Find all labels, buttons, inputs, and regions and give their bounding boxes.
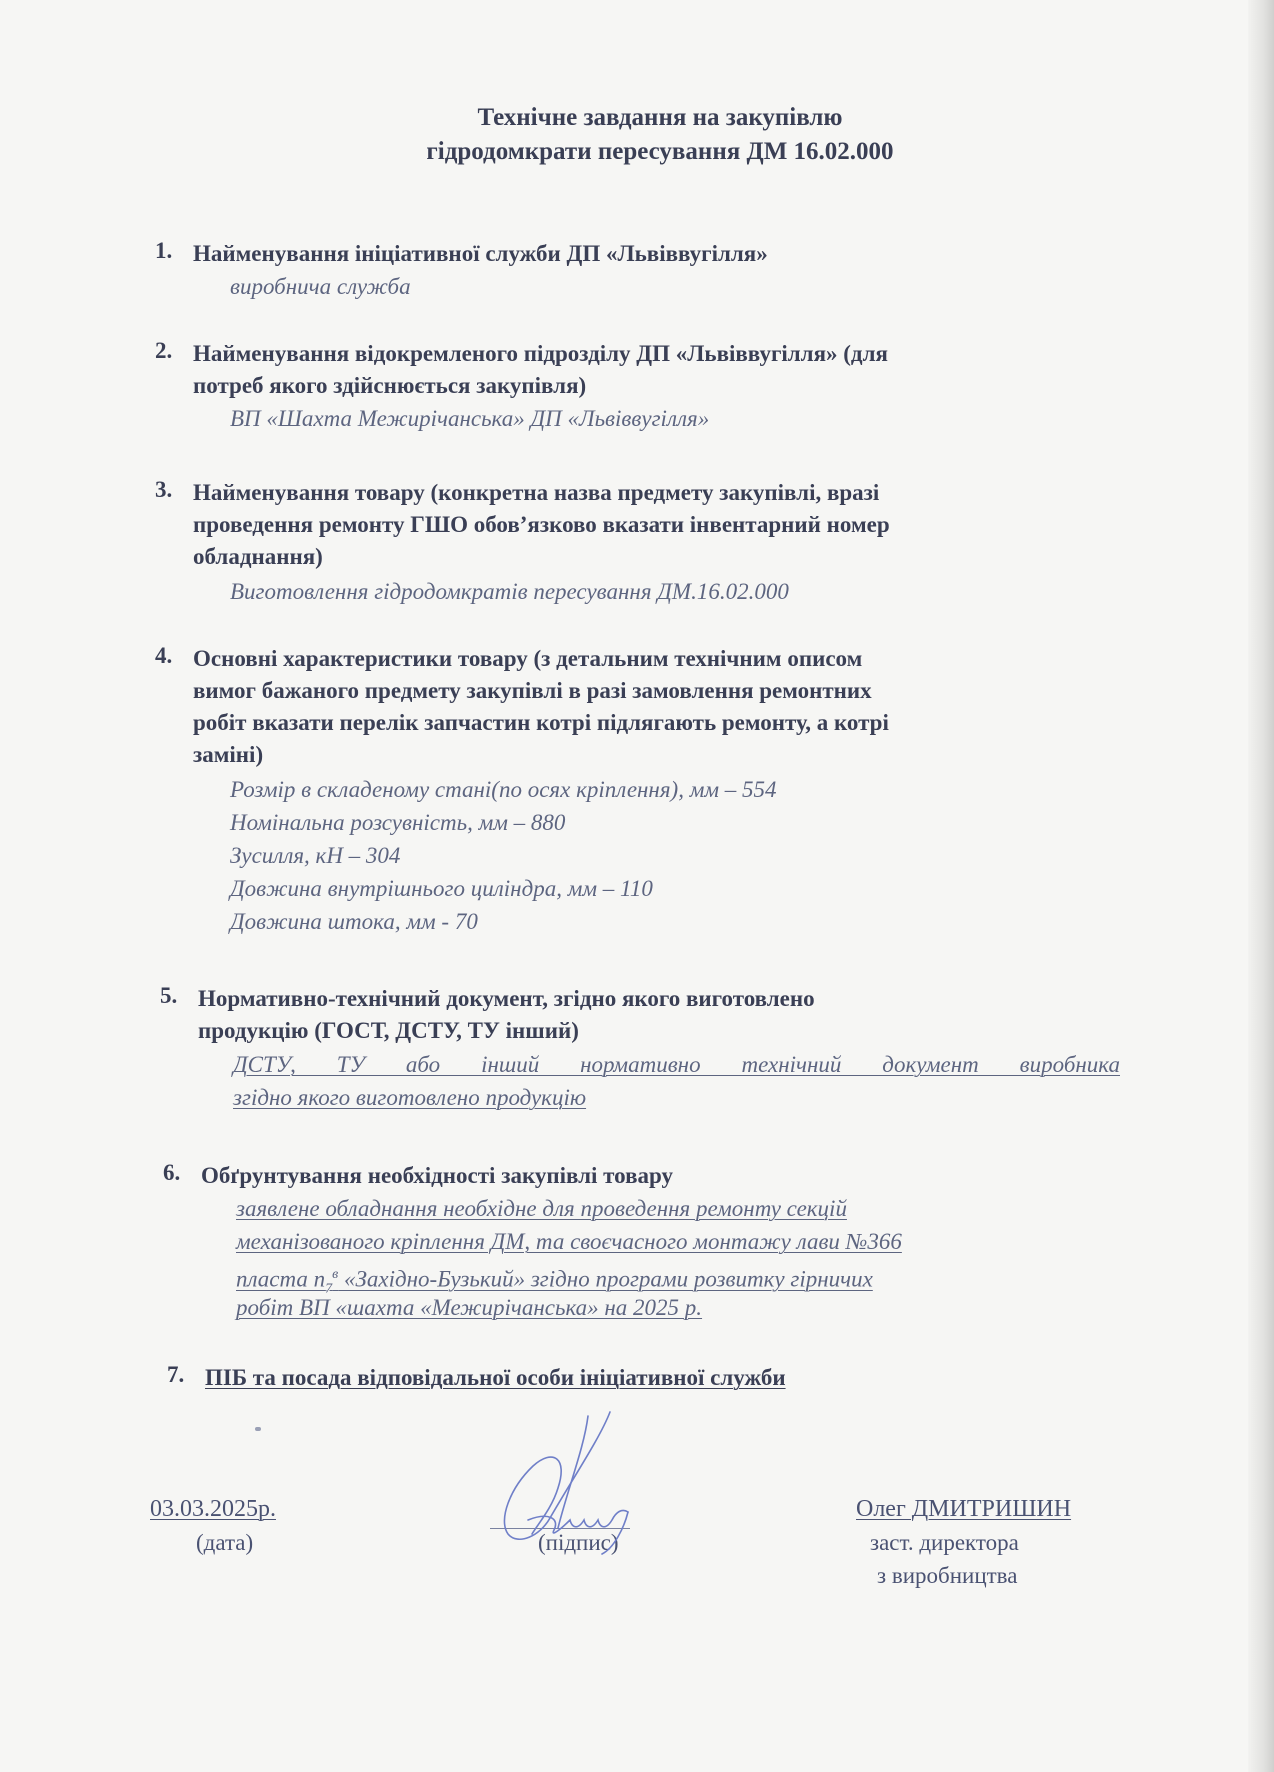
section-heading: заміні) [193, 742, 264, 767]
section-heading: Найменування відокремленого підрозділу ДП «Львіввугілля» (для [193, 341, 888, 366]
justification-line: механізованого кріплення ДМ, та своєчасного монтажу лави №366 [236, 1229, 902, 1254]
spec-line: Зусилля, кН – 304 [230, 843, 401, 868]
spec-line: Довжина внутрішнього циліндра, мм – 110 [230, 876, 653, 901]
seam-name: «Західно-Бузький» згідно програми розвитку гірничих [338, 1266, 873, 1292]
handwritten-signature [488, 1408, 658, 1558]
section-number: 4. [155, 643, 173, 668]
spec-line: Номінальна розсувність, мм – 880 [230, 810, 566, 835]
scan-edge-shadow [1248, 0, 1274, 1772]
section-value: виробнича служба [230, 274, 411, 299]
justification-line: заявлене обладнання необхідне для проведення ремонту секцій [236, 1196, 847, 1221]
doc-title-line2: гідродомкрати пересування ДМ 16.02.000 [426, 138, 894, 165]
section-heading: Нормативно-технічний документ, згідно якого виготовлено [198, 986, 815, 1011]
spec-line: Розмір в складеному стані(по осях кріплення), мм – 554 [230, 777, 777, 802]
section-heading: Основні характеристики товару (з детальним технічним описом [193, 646, 863, 671]
date-value: 03.03.2025р. [150, 1496, 276, 1522]
section-heading: ПІБ та посада відповідальної особи ініціативної служби [205, 1365, 786, 1390]
section-heading: робіт вказати перелік запчастин котрі підлягають ремонту, а котрі [193, 710, 889, 735]
section-value: Виготовлення гідродомкратів пересування ДМ.16.02.000 [230, 579, 789, 604]
section-number: 6. [163, 1160, 181, 1185]
seam-superscript: в [332, 1267, 339, 1282]
section-heading: обладнання) [193, 544, 323, 569]
standard-line: згідно якого виготовлено продукцію [233, 1085, 587, 1110]
doc-title-line1: Технічне завдання на закупівлю [477, 104, 843, 131]
standard-line: ДСТУ, ТУ або інший нормативно технічний документ виробника [233, 1052, 1120, 1077]
signer-name: Олег ДМИТРИШИН [856, 1496, 1072, 1522]
section-heading: потреб якого здійснюється закупівля) [193, 373, 587, 398]
section-heading: продукцію (ГОСТ, ДСТУ, ТУ інший) [198, 1018, 579, 1043]
section-heading: проведення ремонту ГШО обов’язково вказати інвентарний номер [193, 512, 890, 537]
seam-label: пласта n [236, 1266, 326, 1292]
section-number: 5. [160, 983, 178, 1008]
section-value: ВП «Шахта Межирічанська» ДП «Львіввугілля» [230, 406, 710, 431]
signature-caption: (підпис) [538, 1530, 619, 1555]
signer-position-line2: з виробництва [877, 1563, 1018, 1588]
section-number: 7. [167, 1362, 185, 1387]
section-heading: Найменування ініціативної служби ДП «Львіввугілля» [193, 241, 768, 266]
section-number: 1. [155, 238, 173, 263]
justification-line: робіт ВП «шахта «Межирічанська» на 2025 р. [236, 1295, 703, 1320]
section-heading: вимог бажаного предмету закупівлі в разі замовлення ремонтних [193, 678, 872, 703]
seam-subscript: 7 [325, 1281, 333, 1297]
date-caption: (дата) [196, 1530, 254, 1555]
section-heading: Найменування товару (конкретна назва предмету закупівлі, вразі [193, 480, 880, 505]
signer-position-line1: заст. директора [870, 1530, 1019, 1555]
ink-speck [255, 1427, 261, 1431]
section-heading: Обґрунтування необхідності закупівлі товару [201, 1163, 674, 1188]
spec-line: Довжина штока, мм - 70 [230, 909, 478, 934]
section-number: 3. [155, 477, 173, 502]
section-number: 2. [155, 338, 173, 363]
